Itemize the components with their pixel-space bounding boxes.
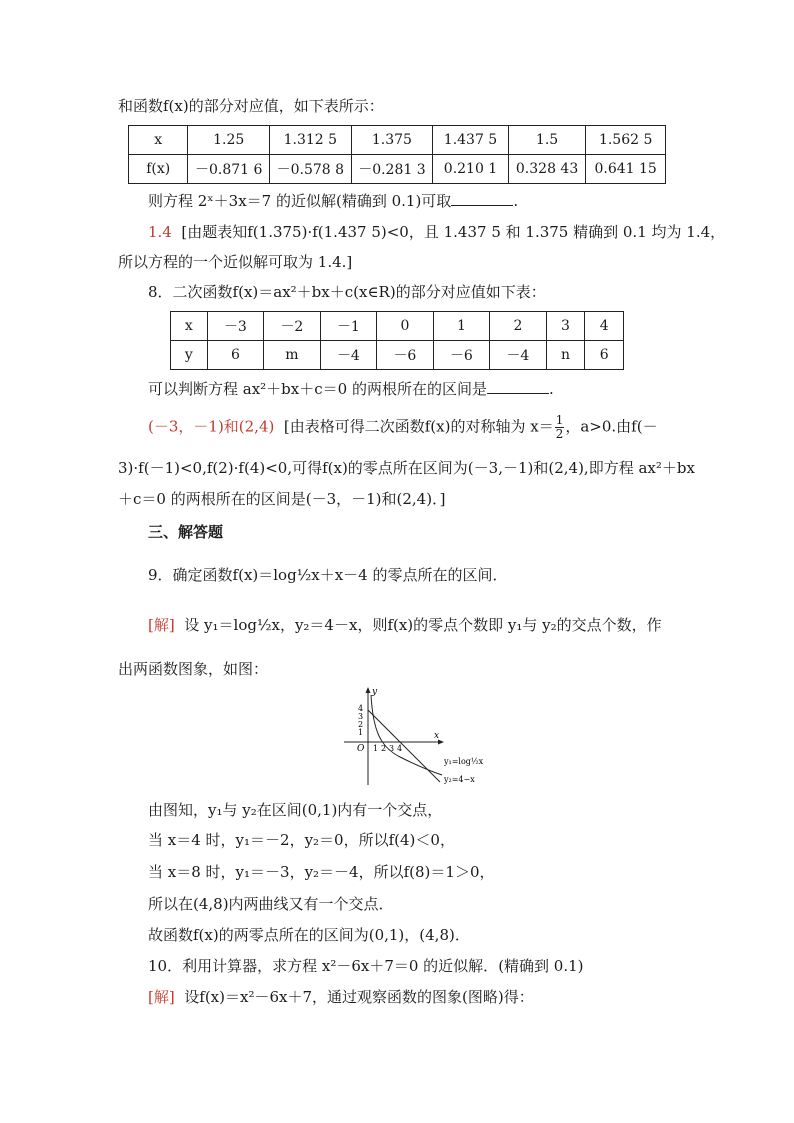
q8-question-2: 可以判断方程 ax²＋bx＋c＝0 的两根所在的区间是 . <box>148 380 554 398</box>
solution-tag: [解] <box>148 988 175 1006</box>
table-cell: 1.312 5 <box>270 126 352 155</box>
q9-solution-text: 设 y₁＝log½x，y₂＝4－x，则f(x)的零点个数即 y₁与 y₂的交点个数，作 <box>184 616 662 634</box>
x-tick-label: 3 <box>389 744 395 753</box>
answer-blank <box>451 191 513 206</box>
q9-line-1: 由图知，y₁与 y₂在区间(0,1)内有一个交点， <box>148 801 443 819</box>
q9-solution-line2: 出两函数图象，如图： <box>118 660 269 678</box>
table-cell: 1 <box>433 312 490 341</box>
y-tick-label: 3 <box>358 712 364 721</box>
table-row-values <box>171 341 624 370</box>
q7-answer <box>148 222 725 242</box>
table-cell: x <box>171 312 208 341</box>
q8-answer-line3: ＋c＝0 的两根所在的区间是(－3，－1)和(2,4)．] <box>118 490 446 508</box>
solution-tag: [解] <box>148 616 175 634</box>
curve-y1 <box>371 695 442 775</box>
table-cell: －6 <box>433 341 490 370</box>
q8-answer-line2: 3)·f(－1)<0,f(2)·f(4)<0,可得f(x)的零点所在区间为(－3,－1)和(2,4),即方程 ax²＋bx <box>118 459 695 477</box>
q8-question: 8．二次函数f(x)＝ax²＋bx＋c(x∈R)的部分对应值如下表： <box>148 283 546 301</box>
q8-question-2-text: 可以判断方程 ax²＋bx＋c＝0 的两根所在的区间是 <box>148 380 487 398</box>
value-table-1 <box>128 125 666 184</box>
intro-line: 和函数f(x)的部分对应值，如下表所示： <box>118 97 384 115</box>
q8-answer <box>148 414 658 441</box>
fraction <box>555 414 565 441</box>
q8-answer-explanation: [由表格可得二次函数f(x)的对称轴为 x＝ <box>283 417 554 436</box>
q10-solution <box>148 987 534 1007</box>
q10-solution-text: 设f(x)＝x²－6x＋7，通过观察函数的图象(图略)得： <box>184 988 534 1006</box>
q8-answer-explanation-b: ，a>0.由f(－ <box>565 417 658 436</box>
table-cell: y <box>171 341 208 370</box>
fraction-denominator: 2 <box>555 427 564 441</box>
q9-solution <box>148 615 662 635</box>
table-cell: －4 <box>490 341 547 370</box>
q7-answer-explanation: [由题表知f(1.375)·f(1.437 5)<0，且 1.437 5 和 1.375 精确到 0.1 均为 1.4， <box>181 223 726 241</box>
line-y2 <box>368 710 440 782</box>
table-cell: －0.281 3 <box>351 155 433 184</box>
q7-answer-value: 1.4 <box>148 223 172 241</box>
q8-answer-value: (－3，－1)和(2,4) <box>148 417 275 436</box>
table-cell: n <box>546 341 585 370</box>
q9-line-4: 所以在(4,8)内两曲线又有一个交点． <box>148 895 394 913</box>
q9-question: 9．确定函数f(x)＝log½x＋x－4 的零点所在的区间． <box>148 566 508 584</box>
table-cell: 1.5 <box>508 126 586 155</box>
x-tick-label: 4 <box>397 744 403 753</box>
origin-label: O <box>357 744 365 754</box>
table-cell: －1 <box>320 312 377 341</box>
table-cell: 1.25 <box>188 126 270 155</box>
q7-answer-line2: 所以方程的一个近似解可取为 1.4.] <box>118 253 353 271</box>
q7-question-text: 则方程 2ˣ＋3x＝7 的近似解(精确到 0.1)可取 <box>148 192 452 210</box>
table-cell: 4 <box>585 312 624 341</box>
curve-label-y1: y₁=log½x <box>444 757 484 766</box>
table-cell: －6 <box>377 341 434 370</box>
table-cell: －2 <box>264 312 321 341</box>
table-cell: 1.562 5 <box>586 126 666 155</box>
curve-label-y2: y₂=4−x <box>444 775 475 784</box>
table-cell: 6 <box>585 341 624 370</box>
table-cell: －3 <box>207 312 264 341</box>
q9-line-2: 当 x＝4 时，y₁＝－2，y₂＝0，所以f(4)＜0， <box>148 831 455 849</box>
x-axis-label: x <box>434 731 440 741</box>
table-cell: f(x) <box>129 155 188 184</box>
q7-question: 则方程 2ˣ＋3x＝7 的近似解(精确到 0.1)可取 . <box>148 192 519 210</box>
table-cell: 0.210 1 <box>433 155 509 184</box>
table-cell: 0.641 15 <box>586 155 666 184</box>
table-cell: －4 <box>320 341 377 370</box>
table-cell: 1.437 5 <box>433 126 509 155</box>
x-tick-label: 2 <box>381 744 387 753</box>
table-cell: x <box>129 126 188 155</box>
q9-line-3: 当 x＝8 时，y₁＝－3，y₂＝－4，所以f(8)＝1＞0， <box>148 863 495 881</box>
table-cell: －0.578 8 <box>270 155 352 184</box>
answer-blank <box>487 379 549 394</box>
section-heading: 三、解答题 <box>148 523 224 541</box>
table-cell: 0.328 43 <box>508 155 586 184</box>
q10-question: 10．利用计算器，求方程 x²－6x＋7＝0 的近似解．(精确到 0.1) <box>148 957 584 975</box>
q9-line-5: 故函数f(x)的两零点所在的区间为(0,1)，(4,8)． <box>148 926 470 944</box>
table-row-header <box>129 126 666 155</box>
table-cell: 6 <box>207 341 264 370</box>
y-axis-arrow-icon <box>366 687 371 693</box>
y-axis-label: y <box>372 687 378 697</box>
table-cell: －0.871 6 <box>188 155 270 184</box>
table-cell: 3 <box>546 312 585 341</box>
y-tick-label: 2 <box>358 720 364 729</box>
y-tick-label: 4 <box>358 704 364 713</box>
fraction-numerator: 1 <box>555 413 564 427</box>
table-row-header <box>171 312 624 341</box>
table-cell: 0 <box>377 312 434 341</box>
function-graph <box>330 685 500 790</box>
table-cell: 2 <box>490 312 547 341</box>
x-tick-label: 1 <box>373 744 379 753</box>
table-cell: m <box>264 341 321 370</box>
y-tick-label: 1 <box>358 728 364 737</box>
value-table-2 <box>170 311 624 370</box>
table-cell: 1.375 <box>351 126 433 155</box>
table-row-values <box>129 155 666 184</box>
